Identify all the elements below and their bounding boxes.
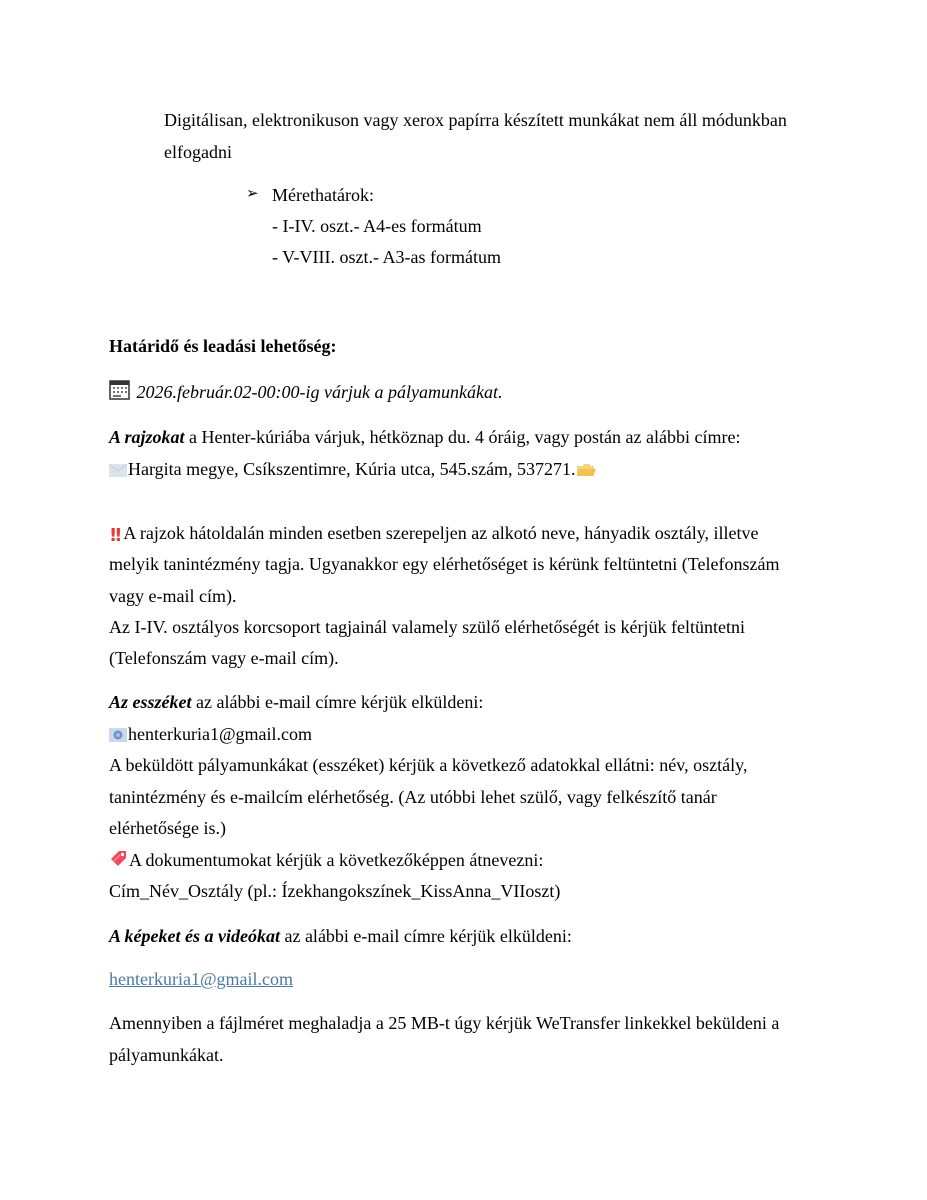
rename-instruction: A dokumentumokat kérjük a következőképpen átnevezni: [129, 850, 544, 870]
media-lead-rest: az alábbi e-mail címre kérjük elküldeni: [279, 926, 572, 946]
parent-note-line-2: (Telefonszám vagy e-mail cím). [109, 648, 339, 668]
postal-address-line [109, 458, 597, 482]
essays-lead-rest: az alábbi e-mail címre kérjük elküldeni: [191, 692, 484, 712]
media-email-line [109, 968, 293, 990]
label-tag-icon [109, 849, 128, 873]
rename-instruction-line [109, 849, 543, 873]
email-icon [109, 725, 127, 747]
intro-line-2: elfogadni [164, 142, 232, 162]
media-email-link[interactable]: henterkuria1@gmail.com [109, 969, 294, 989]
essays-intro [109, 691, 483, 713]
deadline-heading: Határidő és leadási lehetőség: [109, 336, 337, 356]
media-lead: A képeket és a videókat [109, 926, 280, 946]
calendar-icon [109, 380, 131, 405]
drawings-note-text: A rajzok hátoldalán minden esetben szerepeljen az alkotó neve, hányadik osztály, illetve [123, 523, 759, 543]
drawings-note-line-1 [109, 522, 759, 547]
drawings-lead: A rajzokat [109, 427, 185, 447]
deadline-line [109, 380, 502, 405]
parent-note-line-1: Az I-IV. osztályos korcsoport tagjainál valamely szülő elérhetőségét is kérjük feltüntetni [109, 617, 745, 637]
essays-info-line-1: A beküldött pályamunkákat (esszéket) kérjük a következő adatokkal ellátni: név, osztály, [109, 755, 748, 775]
size-limits-title: Mérethatárok: [272, 185, 374, 205]
essays-info-line-2: tanintézmény és e-mailcím elérhetőség. (Az utóbbi lehet szülő, vagy felkészítő tanár [109, 787, 717, 807]
essays-info-line-3: elérhetősége is.) [109, 818, 226, 838]
essays-email[interactable]: henterkuria1@gmail.com [128, 724, 313, 744]
arrow-bullet-icon: ➢ [246, 186, 259, 202]
size-limit-item: - I-IV. oszt.- A4-es formátum [272, 216, 482, 236]
size-limit-item: - V-VIII. oszt.- A3-as formátum [272, 247, 501, 267]
drawings-note-line-2: melyik tanintézmény tagja. Ugyanakkor egy elérhetőséget is kérünk feltüntetni (Telefonszám [109, 554, 780, 574]
file-size-note-line-2: pályamunkákat. [109, 1045, 224, 1065]
drawings-note-line-3: vagy e-mail cím). [109, 586, 237, 606]
open-folder-icon [576, 460, 596, 482]
drawings-intro [109, 426, 740, 448]
media-intro [109, 925, 572, 947]
drawings-lead-rest: a Henter-kúriába várjuk, hétköznap du. 4 óráig, vagy postán az alábbi címre: [184, 427, 741, 447]
double-exclamation-icon: !! [109, 525, 120, 546]
deadline-text: 2026.február.02-00:00-ig várjuk a pályamunkákat. [136, 382, 503, 402]
envelope-icon [109, 460, 127, 482]
file-size-note-line-1: Amennyiben a fájlméret meghaladja a 25 MB-t úgy kérjük WeTransfer linkekkel beküldeni a [109, 1013, 780, 1033]
postal-address: Hargita megye, Csíkszentimre, Kúria utca, 545.szám, 537271. [128, 459, 576, 479]
intro-line-1: Digitálisan, elektronikuson vagy xerox papírra készített munkákat nem áll módunkban [164, 110, 787, 130]
rename-format: Cím_Név_Osztály (pl.: Ízekhangokszínek_KissAnna_VIIoszt) [109, 881, 561, 901]
essays-email-line [109, 723, 312, 747]
essays-lead: Az esszéket [109, 692, 192, 712]
